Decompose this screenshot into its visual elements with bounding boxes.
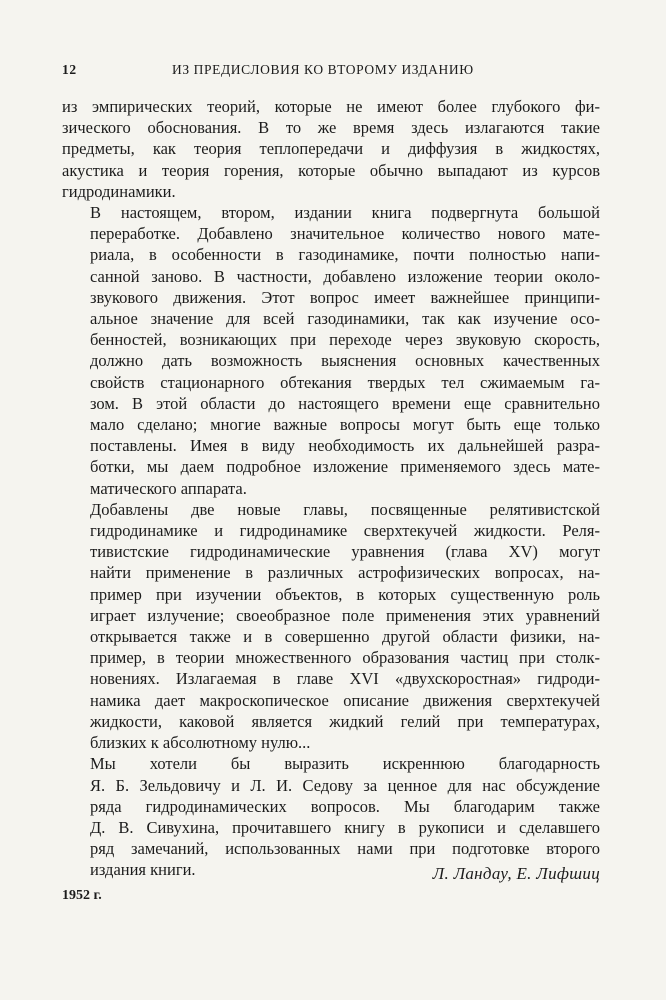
- text-line: поставлены. Имея в виду необходимость их дальнейшей разра-: [90, 436, 600, 456]
- text-line: новениях. Излагаемая в главе XVI «двухскоростная» гидроди-: [90, 669, 600, 689]
- text-line: издания книги.: [90, 860, 196, 880]
- text-line: свойств стационарного обтекания твердых тел сжимаемым га-: [90, 372, 600, 392]
- text-line: санной заново. В частности, добавлено изложение теории около-: [90, 266, 600, 286]
- text-line: предметы, как теория теплопередачи и диффузия в жидкостях,: [62, 139, 600, 159]
- text-line: риала, в особенности в газодинамике, почти полностью напи-: [90, 245, 600, 265]
- text-line: ряда гидродинамических вопросов. Мы благодарим также: [90, 796, 600, 816]
- page-number: 12: [62, 62, 77, 77]
- text-line: бенностей, возникающих при переходе через звуковую скорость,: [90, 330, 600, 350]
- text-line: Мы хотели бы выразить искреннюю благодарность: [90, 754, 600, 774]
- text-line: мало сделано; многие важные вопросы могут быть еще только: [90, 415, 600, 435]
- text-line: альное значение для всей газодинамики, так как изучение осо-: [90, 309, 600, 329]
- page-header: [62, 62, 602, 84]
- text-line: переработке. Добавлено значительное количество нового мате-: [90, 224, 600, 244]
- body-text: [62, 96, 600, 881]
- text-line: звукового движения. Этот вопрос имеет важнейшее принципи-: [90, 287, 600, 307]
- text-line: ботки, мы даем подробное изложение применяемого здесь мате-: [90, 457, 600, 477]
- text-line: найти применение в различных астрофизических вопросах, на-: [90, 563, 600, 583]
- text-line: пример, в теории множественного образования частиц при столк-: [90, 648, 600, 668]
- paragraph: [62, 96, 600, 202]
- text-line: тивистские гидродинамические уравнения (глава XV) могут: [90, 542, 600, 562]
- text-line: зом. В этой области до настоящего времени еще сравнительно: [90, 393, 600, 413]
- text-line: матического аппарата.: [90, 478, 247, 498]
- text-line: должно дать возможность выяснения основных качественных: [90, 351, 600, 371]
- text-line: Добавлены две новые главы, посвященные релятивистской: [90, 499, 600, 519]
- authors-signature: Л. Ландау, Е. Лифшиц: [432, 864, 600, 883]
- paragraph: [62, 202, 600, 499]
- text-line: открывается также и в совершенно другой области физики, на-: [90, 627, 600, 647]
- text-line: гидродинамике и гидродинамике сверхтекучей жидкости. Реля-: [90, 521, 600, 541]
- text-line: играет излучение; своеобразное поле применения этих уравнений: [90, 605, 600, 625]
- text-line: близких к абсолютному нулю...: [90, 733, 311, 753]
- text-line: из эмпирических теорий, которые не имеют более глубокого фи-: [62, 97, 600, 116]
- text-line: В настоящем, втором, издании книга подвергнута большой: [90, 203, 600, 223]
- text-line: ряд замечаний, использованных нами при подготовке второго: [90, 839, 600, 859]
- paragraph: [62, 753, 600, 880]
- text-line: Я. Б. Зельдовичу и Л. И. Седову за ценное для нас обсуждение: [90, 775, 600, 795]
- text-line: акустика и теория горения, которые обычно выпадают из курсов: [62, 160, 600, 180]
- text-line: жидкости, каковой является жидкий гелий при температурах,: [90, 711, 600, 731]
- running-title: ИЗ ПРЕДИСЛОВИЯ КО ВТОРОМУ ИЗДАНИЮ: [172, 62, 474, 77]
- text-line: Д. В. Сивухина, прочитавшего книгу в рукописи и сделавшего: [90, 817, 600, 837]
- text-line: намика дает макроскопическое описание движения сверхтекучей: [90, 690, 600, 710]
- paragraph: [62, 499, 600, 753]
- preface-year: 1952 г.: [62, 888, 102, 903]
- text-line: зического обоснования. В то же время здесь излагаются такие: [62, 118, 600, 138]
- text-line: гидродинамики.: [62, 181, 176, 201]
- text-line: пример при изучении объектов, в которых существенную роль: [90, 584, 600, 604]
